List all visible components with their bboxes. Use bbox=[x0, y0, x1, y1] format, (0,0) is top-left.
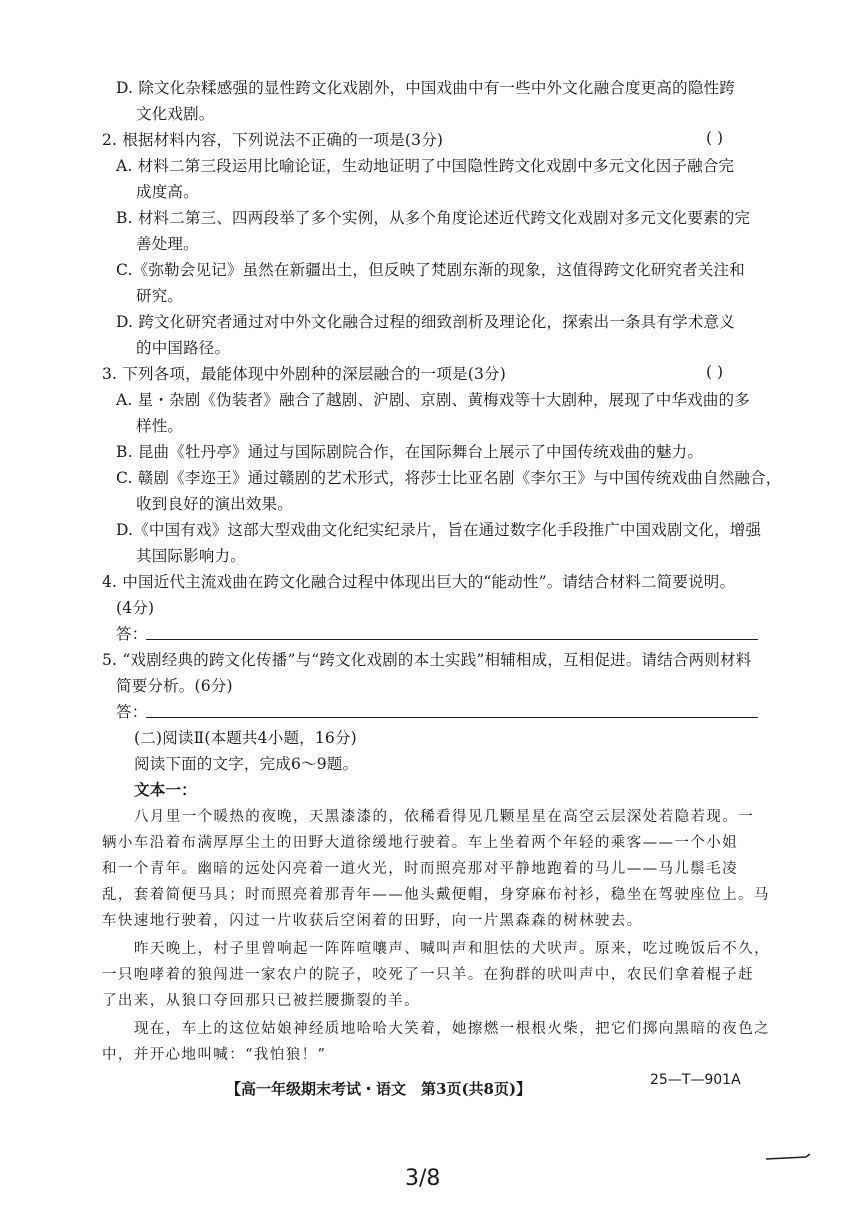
passage-line: 和一个青年。幽暗的远处闪亮着一道火光，时而照亮那对平静地跑着的马儿——马儿鬃毛凌 bbox=[102, 861, 738, 877]
question-3-stem: 3. 下列各项，最能体现中外剧种的深层融合的一项是(3分) bbox=[102, 365, 506, 383]
q2-option-d-line1: D. 跨文化研究者通过对中外文化融合过程的细致剖析及理论化，探索出一条具有学术意义 bbox=[116, 313, 735, 331]
q3-option-a-line1: A. 星・杂剧《伪装者》融合了越剧、沪剧、京剧、黄梅戏等十大剧种，展现了中华戏曲的多 bbox=[116, 391, 750, 409]
question-4-stem: 4. 中国近代主流戏曲在跨文化融合过程中体现出巨大的“能动性”。请结合材料二简要说明。 bbox=[102, 573, 736, 591]
q2-option-b-line1: B. 材料二第三、四两段举了多个实例，从多个角度论述近代跨文化戏剧对多元文化要素的完 bbox=[116, 209, 751, 227]
footer-exam-code: 25—T—901A bbox=[650, 1072, 741, 1088]
section-instruction: 阅读下面的文字，完成6～9题。 bbox=[134, 755, 359, 773]
passage-line: 中，并开心地叫喊：“我怕狼！” bbox=[102, 1047, 327, 1063]
q4-answer-line bbox=[146, 639, 758, 640]
q3-option-c-line1: C. 赣剧《李迩王》通过赣剧的艺术形式，将莎士比亚名剧《李尔王》与中国传统戏曲自然融合， bbox=[116, 469, 782, 487]
passage-line: 昨天晚上，村子里曾响起一阵阵喧嚷声、喊叫声和胆怯的犬吠声。原来，吃过晚饭后不久， bbox=[134, 941, 770, 957]
passage-line: 了出来，从狼口夺回那只已被拦腰撕裂的羊。 bbox=[102, 993, 420, 1009]
q2-option-a-line1: A. 材料二第三段运用比喻论证，生动地证明了中国隐性跨文化戏剧中多元文化因子融合完 bbox=[116, 157, 735, 175]
passage-line: 现在，车上的这位姑娘神经质地哈哈大笑着，她擦燃一根根火柴，把它们掷向黑暗的夜色之 bbox=[134, 1021, 770, 1037]
passage-line: 乱，套着简便马具；时而照亮着那青年——他头戴便帽，身穿麻布衬衫，稳坐在驾驶座位上。马 bbox=[102, 887, 770, 903]
q1-option-d-line1: D. 除文化杂糅感强的显性跨文化戏剧外，中国戏曲中有一些中外文化融合度更高的隐性跨 bbox=[116, 79, 735, 97]
q3-option-d-line1: D.《中国有戏》这部大型戏曲文化纪实纪录片，旨在通过数字化手段推广中国戏剧文化，增强 bbox=[116, 521, 762, 539]
q2-answer-paren: ( ) bbox=[706, 129, 724, 147]
question-4-points: (4分) bbox=[116, 599, 155, 617]
q5-answer-line bbox=[146, 717, 758, 718]
text-one-label: 文本一： bbox=[134, 780, 197, 799]
q4-answer-label: 答： bbox=[116, 625, 148, 643]
q2-option-c-line2: 研究。 bbox=[136, 287, 184, 305]
q3-option-c-line2: 收到良好的演出效果。 bbox=[136, 495, 294, 513]
q3-option-b: B. 昆曲《牡丹亭》通过与国际剧院合作，在国际舞台上展示了中国传统戏曲的魅力。 bbox=[116, 443, 704, 461]
q3-option-d-line2: 其国际影响力。 bbox=[136, 547, 246, 565]
question-5-points: 简要分析。(6分) bbox=[116, 677, 233, 695]
q5-answer-label: 答： bbox=[116, 703, 148, 721]
passage-line: 辆小车沿着布满厚厚尘土的田野大道徐缓地行驶着。车上坐着两个年轻的乘客——一个小姐 bbox=[102, 835, 738, 851]
footer-exam-info: 【高一年级期末考试・语文 第3页(共8页)】 bbox=[226, 1080, 532, 1098]
q2-option-b-line2: 善处理。 bbox=[136, 235, 199, 253]
question-2-stem: 2. 根据材料内容，下列说法不正确的一项是(3分) bbox=[102, 131, 444, 149]
passage-line: 八月里一个暖热的夜晚，天黑漆漆的，依稀看得见几颗星星在高空云层深处若隐若现。一 bbox=[134, 809, 755, 825]
q2-option-d-line2: 的中国路径。 bbox=[136, 339, 231, 357]
pen-stroke-mark bbox=[764, 1150, 812, 1164]
q2-option-a-line2: 成度高。 bbox=[136, 183, 199, 201]
q2-option-c-line1: C.《弥勒会见记》虽然在新疆出土，但反映了梵剧东渐的现象，这值得跨文化研究者关注和 bbox=[116, 261, 745, 279]
q3-option-a-line2: 样性。 bbox=[136, 417, 184, 435]
q3-answer-paren: ( ) bbox=[706, 363, 724, 381]
passage-line: 车快速地行驶着，闪过一片收获后空闲着的田野，向一片黑森森的树林驶去。 bbox=[102, 913, 643, 929]
section-header: (二)阅读Ⅱ(本题共4小题，16分) bbox=[134, 729, 357, 747]
passage-line: 一只咆哮着的狼闯进一家农户的院子，咬死了一只羊。在狗群的吠叫声中，农民们拿着棍子赶 bbox=[102, 967, 754, 983]
page-number: 3/8 bbox=[405, 1166, 441, 1191]
question-5-stem: 5. “戏剧经典的跨文化传播”与“跨文化戏剧的本土实践”相辅相成，互相促进。请结合两则材料 bbox=[102, 651, 752, 669]
q1-option-d-line2: 文化戏剧。 bbox=[136, 105, 215, 123]
